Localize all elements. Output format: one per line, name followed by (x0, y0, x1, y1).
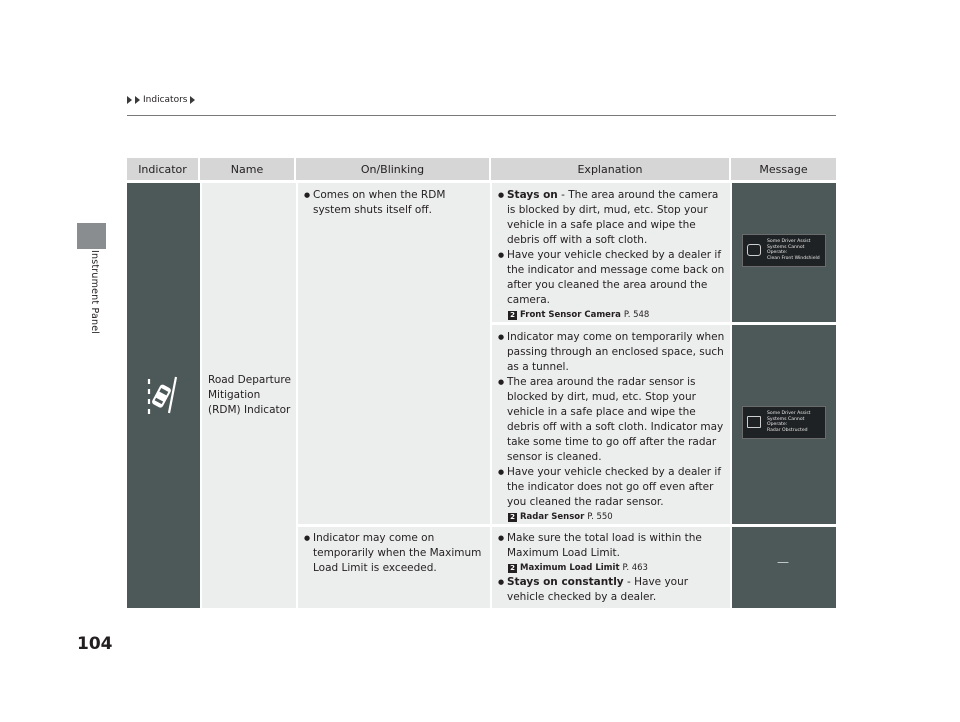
arrow-2-icon: 2 (508, 311, 517, 320)
list-item: ● The area around the radar sensor is blocked by dirt, mud, etc. Stop your vehicle in a safe place and wipe the debris off with a soft cloth. Indicator may take some time to go off after the radar sensor is cleaned. (498, 375, 726, 465)
list-item: ● Indicator may come on temporarily when the Maximum Load Limit is exceeded. (304, 531, 486, 576)
breadcrumb-label: Indicators (143, 95, 188, 105)
on-blinking-cell (298, 527, 490, 608)
header-rule (127, 115, 836, 116)
table-header (127, 158, 836, 180)
column-header-indicator: Indicator (127, 158, 200, 180)
indicator-cell (127, 183, 200, 608)
column-header-message: Message (759, 162, 808, 176)
indicator-name: Road Departure Mitigation (RDM) Indicator (208, 374, 291, 416)
list-item: ● Indicator may come on temporarily when passing through an enclosed space, such as a tunnel. (498, 330, 726, 375)
breadcrumb (127, 95, 195, 105)
arrow-2-icon: 2 (508, 513, 517, 522)
explanation-cell (492, 183, 730, 322)
list-item: ● Comes on when the RDM system shuts itself off. (304, 188, 486, 218)
breadcrumb-arrow-icon (135, 96, 140, 104)
on-blinking-cell (298, 183, 490, 524)
cross-reference[interactable]: 2 Front Sensor Camera P. 548 (498, 308, 726, 322)
explanation-cell (492, 325, 730, 524)
indicator-table (127, 158, 836, 603)
cross-reference[interactable]: 2 Maximum Load Limit P. 463 (498, 561, 726, 575)
explanation-cell (492, 527, 730, 608)
message-cell (732, 325, 836, 524)
arrow-2-icon: 2 (508, 564, 517, 573)
camera-warning-icon (747, 244, 761, 256)
column-header-on-blinking: On/Blinking (296, 158, 491, 180)
column-header-name: Name (200, 158, 296, 180)
no-message-dash: — (777, 555, 789, 569)
column-header-explanation: Explanation (491, 158, 731, 180)
list-item: ● Make sure the total load is within the Maximum Load Limit. (498, 531, 726, 561)
name-cell (202, 183, 296, 608)
section-label: Instrument Panel (89, 250, 100, 335)
list-item: ● Stays on constantly - Have your vehicle checked by a dealer. (498, 575, 726, 605)
page-number: 104 (77, 634, 113, 654)
list-item: ● Stays on - The area around the camera is blocked by dirt, mud, etc. Stop your vehicle in a safe place and wipe the debris off with a soft cloth. (498, 188, 726, 248)
breadcrumb-arrow-icon (190, 96, 195, 104)
rdm-lane-car-icon (143, 373, 183, 417)
message-cell (732, 183, 836, 322)
radar-warning-icon (747, 416, 761, 428)
list-item: ● Have your vehicle checked by a dealer if the indicator and message come back on after you cleaned the area around the camera. (498, 248, 726, 308)
message-display-image: Some Driver Assist Systems Cannot Operate: Clean Front Windshield (742, 234, 826, 267)
message-cell (732, 527, 836, 608)
breadcrumb-arrow-icon (127, 96, 132, 104)
cross-reference[interactable]: 2 Radar Sensor P. 550 (498, 510, 726, 524)
message-display-image: Some Driver Assist Systems Cannot Operate: Radar Obstructed (742, 406, 826, 439)
list-item: ● Have your vehicle checked by a dealer if the indicator does not go off even after you cleaned the radar sensor. (498, 465, 726, 510)
section-tab (77, 223, 106, 249)
